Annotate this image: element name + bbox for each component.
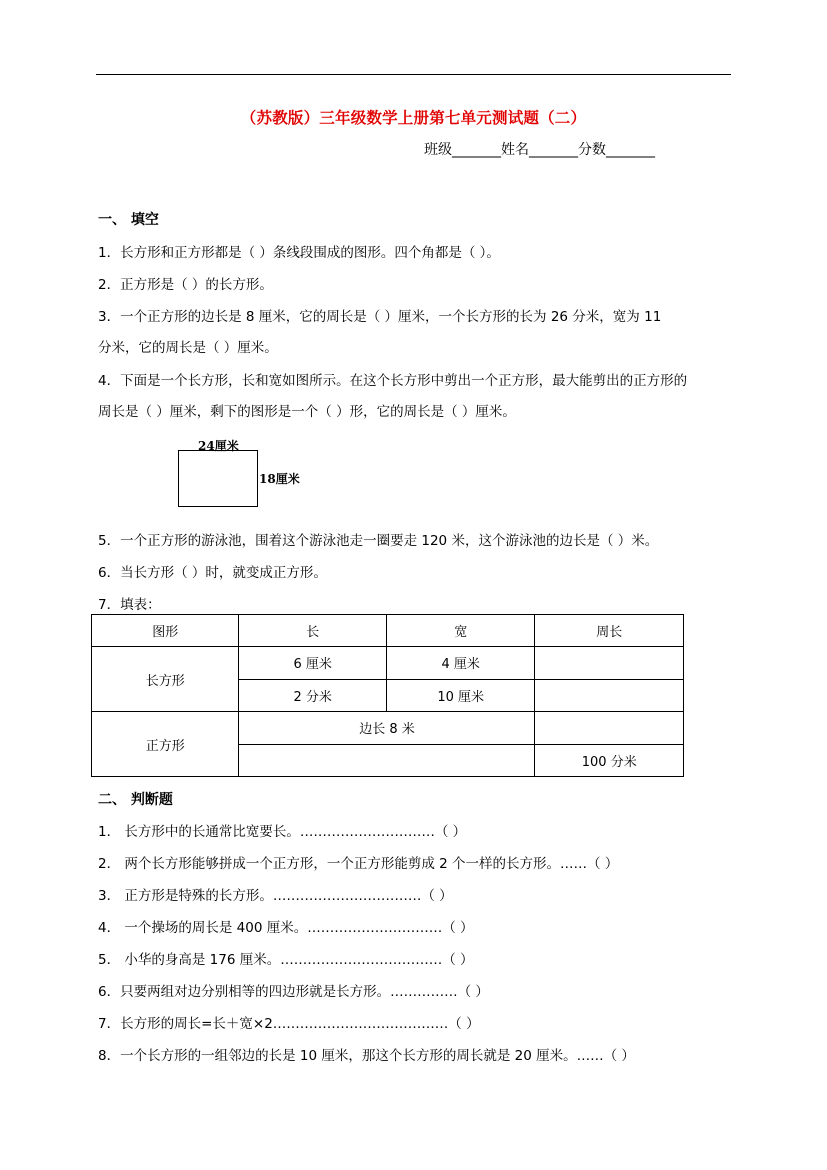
header-rule: [96, 74, 731, 75]
table-cell-blank: [535, 679, 684, 712]
table-cell-blank: [535, 647, 684, 680]
table-square-perimeter: 100 分米: [535, 744, 684, 777]
question-5: 5．一个正方形的游泳池，围着这个游泳池走一圈要走 120 米，这个游泳池的边长是（ ）米。: [98, 533, 659, 549]
figure-width-label: 18厘米: [259, 472, 300, 486]
table-header-shape: 图形: [92, 615, 239, 647]
question-4-line-1: 4．下面是一个长方形，长和宽如图所示。在这个长方形中剪出一个正方形，最大能剪出的正方形的: [98, 373, 688, 389]
table-rect-label: 长方形: [92, 647, 239, 712]
table-header-length: 长: [239, 615, 386, 647]
table-square-side: 边长 8 米: [239, 712, 535, 745]
judge-item-1: 1． 长方形中的长通常比宽要长。…………………………（ ）: [98, 824, 467, 840]
judge-item-5: 5． 小华的身高是 176 厘米。………………………………（ ）: [98, 952, 474, 968]
figure-length-label: 24厘米: [198, 439, 239, 453]
question-4-line-2: 周长是（ ）厘米，剩下的图形是一个（ ）形，它的周长是（ ）厘米。: [98, 404, 516, 420]
table-row: [92, 647, 684, 680]
question-2: 2．正方形是（ ）的长方形。: [98, 277, 273, 293]
judge-item-6: 6．只要两组对边分别相等的四边形就是长方形。……………（ ）: [98, 984, 489, 1000]
section-fill-blank-heading: 一、 填空: [98, 212, 159, 228]
judge-item-3: 3． 正方形是特殊的长方形。……………………………（ ）: [98, 888, 453, 904]
question-1: 1．长方形和正方形都是（ ）条线段围成的图形。四个角都是（ ）。: [98, 245, 500, 261]
table-header-perimeter: 周长: [535, 615, 684, 647]
question-7: 7．填表：: [98, 597, 161, 613]
table-cell: 2 分米: [239, 679, 386, 712]
page-title: （苏教版）三年级数学上册第七单元测试题（二）: [240, 109, 587, 127]
table-header-width: 宽: [386, 615, 534, 647]
student-info-line: 班级_______姓名_______分数_______: [424, 142, 655, 158]
table-row: [92, 712, 684, 745]
rectangle-figure: [178, 450, 258, 507]
question-3-line-1: 3．一个正方形的边长是 8 厘米，它的周长是（ ）厘米，一个长方形的长为 26 分米，宽为 11: [98, 309, 662, 325]
table-square-label: 正方形: [92, 712, 239, 777]
table-cell: 10 厘米: [386, 679, 534, 712]
question-6: 6．当长方形（ ）时，就变成正方形。: [98, 565, 327, 581]
judge-item-7: 7．长方形的周长=长＋宽×2…………………………………（ ）: [98, 1016, 480, 1032]
table-cell: 6 厘米: [239, 647, 386, 680]
fill-table: [91, 614, 684, 777]
table-cell-blank: [535, 712, 684, 745]
table-cell: 4 厘米: [386, 647, 534, 680]
question-3-line-2: 分米，它的周长是（ ）厘米。: [98, 340, 278, 356]
table-cell-blank: [239, 744, 535, 777]
judge-item-4: 4． 一个操场的周长是 400 厘米。…………………………（ ）: [98, 920, 474, 936]
section-judgement-heading: 二、 判断题: [98, 792, 173, 808]
table-header-row: [92, 615, 684, 647]
judge-item-2: 2． 两个长方形能够拼成一个正方形，一个正方形能剪成 2 个一样的长方形。……（ ）: [98, 856, 619, 872]
judge-item-8: 8．一个长方形的一组邻边的长是 10 厘米，那这个长方形的周长就是 20 厘米。……（ ）: [98, 1048, 635, 1064]
